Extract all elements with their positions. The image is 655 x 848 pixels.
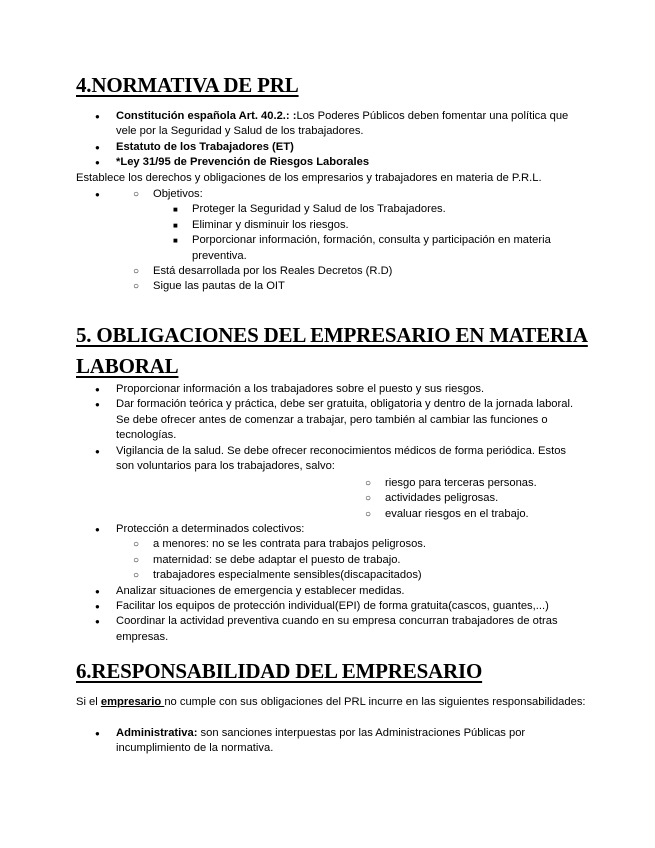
item-bold: Administrativa:	[116, 727, 198, 739]
section-4-intro: Establece los derechos y obligaciones de los empresarios y trabajadores en materia de P.R.L.	[76, 172, 542, 184]
list-item: ● Coordinar la actividad preventiva cuando en su empresa concurran trabajadores de otras empresas.	[76, 614, 576, 645]
item-bold: Estatuto de los Trabajadores (ET)	[116, 140, 294, 153]
list-item	[76, 109, 576, 140]
list-item: ■ Porporcionar información, formación, consulta y participación en materia preventiva.	[76, 233, 576, 264]
intro-pre: Si el	[76, 696, 101, 708]
list-item: ○ evaluar riesgos en el trabajo.	[292, 507, 562, 522]
section-4-heading: 4.NORMATIVA DE PRL	[76, 73, 299, 97]
section-5-list-b	[76, 522, 576, 645]
list-item: ● Facilitar los equipos de protección individual(EPI) de forma gratuita(cascos, guantes,...)	[76, 599, 576, 614]
list-item: ● Dar formación teórica y práctica, debe ser gratuita, obligatoria y dentro de la jornada laboral. Se debe ofrecer antes de comenzar a trabajar, pero también al cambiar las funciones o tecnologías.	[76, 397, 576, 443]
list-item: ■ Proteger la Seguridad y Salud de los Trabajadores.	[76, 202, 576, 217]
list-item	[76, 187, 576, 264]
item-bold: Constitución española Art. 40.2.: :	[116, 110, 297, 122]
objetivos-list	[76, 202, 576, 264]
list-item	[76, 522, 576, 584]
list-item: ○ Sigue las pautas de la OIT	[76, 279, 576, 294]
list-item	[76, 726, 576, 757]
list-item	[76, 140, 576, 155]
item-bold: *Ley 31/95 de Prevención de Riesgos Laborales	[116, 156, 370, 169]
sublist-container	[76, 187, 576, 295]
item-text: Los Poderes Públicos deben fomentar una política que vele por la Seguridad y Salud de los trabajadores.	[116, 110, 569, 138]
section-6-intro	[76, 695, 586, 710]
section-6-list	[76, 726, 576, 757]
section-6-heading: 6.RESPONSABILIDAD DEL EMPRESARIO	[76, 659, 483, 683]
list-item: ● Proporcionar información a los trabajadores sobre el puesto y sus riesgos.	[76, 382, 576, 397]
item-text: son sanciones interpuestas por las Administraciones Públicas por incumplimiento de la normativa.	[116, 727, 526, 755]
section-5-list-a	[76, 382, 576, 474]
list-item	[76, 155, 576, 170]
list-item: ○ a menores: no se les contrata para trabajos peligrosos.	[76, 537, 576, 552]
colectivos-list	[76, 537, 576, 583]
salvo-list	[292, 476, 562, 522]
intro-post: no cumple con sus obligaciones del PRL incurre en las siguientes responsabilidades:	[164, 696, 586, 708]
list-item: ○ maternidad: se debe adaptar el puesto de trabajo.	[76, 553, 576, 568]
section-5-heading-line1: 5. OBLIGACIONES DEL EMPRESARIO EN MATERIA	[76, 323, 588, 347]
section-4-list	[76, 109, 576, 171]
list-item: ● Analizar situaciones de emergencia y establecer medidas.	[76, 584, 576, 599]
list-item: ■ Eliminar y disminuir los riesgos.	[76, 218, 576, 233]
list-item: ○ riesgo para terceras personas.	[292, 476, 562, 491]
objetivos-label: Objetivos:	[153, 188, 203, 200]
section-5-heading-line2: LABORAL	[76, 354, 179, 378]
proteccion-text: Protección a determinados colectivos:	[116, 523, 305, 535]
list-item: ○ trabajadores especialmente sensibles(discapacitados)	[76, 568, 576, 583]
section-5-heading	[76, 320, 588, 382]
list-item: ● Vigilancia de la salud. Se debe ofrecer reconocimientos médicos de forma periódica. Estos son voluntarios para los trabajadores, salvo:	[76, 444, 576, 475]
section-4-sublist	[76, 187, 576, 295]
intro-strong: empresario	[100, 696, 165, 708]
list-item: ○ Está desarrollada por los Reales Decretos (R.D)	[76, 264, 576, 279]
list-item: ○ actividades peligrosas.	[292, 491, 562, 506]
